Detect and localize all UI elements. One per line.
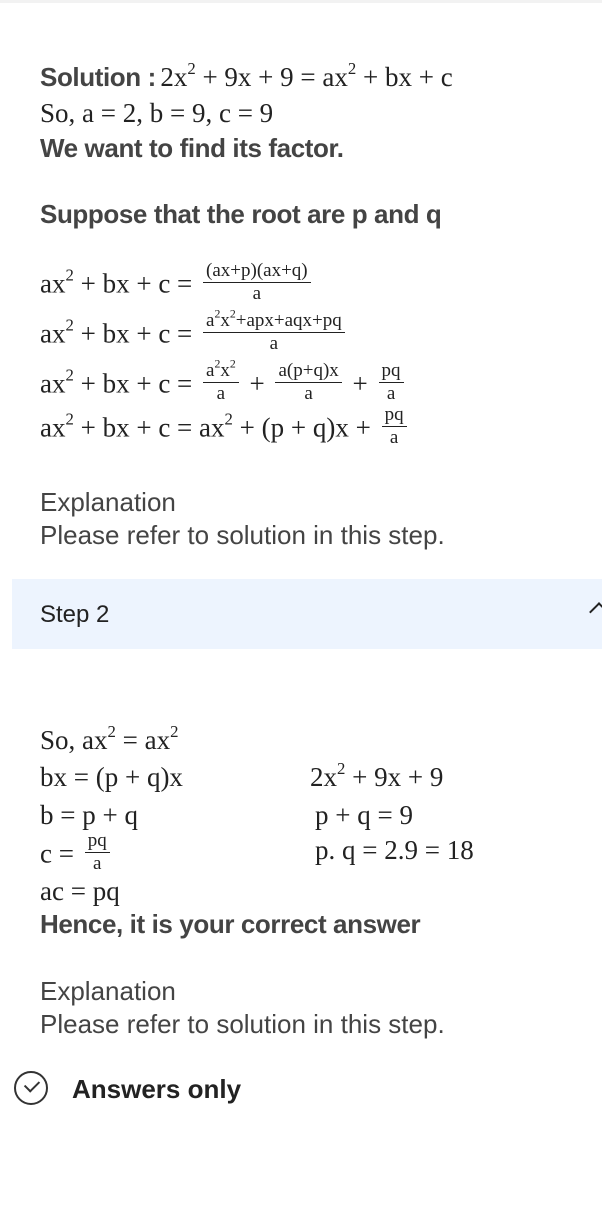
step-2-title: Step 2 — [40, 601, 110, 628]
step2-right-2: p + q = 9 — [315, 800, 413, 830]
equation-4: $ax^2$ + bx + $c = ax^2 + (p + q)x$ + $\frac{pq}{a}$ — [40, 408, 411, 453]
step2-line-3: b = p + q — [40, 800, 138, 830]
equation-1: $ax^2$ + bx + c = $\frac{(ax+p)(ax+q)}{a}$ — [40, 264, 315, 309]
fraction: $\frac{a^2x^2}{a}$ — [203, 360, 239, 405]
coefficients-line: So, a = 2, b = 9, c = 9 — [40, 98, 274, 128]
explanation-text-2: Please refer to solution in this step. — [40, 1009, 445, 1039]
step2-line-5: ac = pq — [40, 876, 120, 906]
chevron-up-icon[interactable] — [589, 602, 602, 622]
suppose-text: Suppose that the root are p and q — [40, 199, 442, 229]
step2-right-1: $2x^2 + 9x + 9$ — [310, 758, 444, 792]
fraction: $\frac{a(p+q)x}{a}$ — [275, 360, 341, 405]
explanation-title: Explanation — [40, 487, 176, 517]
check-icon — [24, 1076, 40, 1092]
explanation-text: Please refer to solution in this step. — [40, 520, 445, 550]
equation-3: $ax^2$ + bx + c = $\frac{a^2x^2}{a}$ + $\frac{a(p+q)x}{a}$ + $\frac{pq}{a}$ — [40, 364, 408, 409]
answers-only-label[interactable]: Answers only — [72, 1074, 242, 1104]
fraction: $\frac{pq}{a}$ — [85, 830, 110, 875]
hence-text: Hence, it is your correct answer — [40, 909, 421, 939]
fraction: $\frac{pq}{a}$ — [379, 360, 404, 405]
find-factor-text: We want to find its factor. — [40, 133, 344, 163]
solution-label: Solution : — [40, 62, 156, 92]
explanation-title-2: Explanation — [40, 976, 176, 1006]
solution-equation: $2x^2 + 9x + 9 = ax^2$ + bx + c — [160, 58, 453, 92]
check-circle-icon[interactable] — [14, 1071, 48, 1105]
solution-line — [40, 58, 453, 93]
step2-line-4: c = $\frac{pq}{a}$ — [40, 834, 114, 879]
top-divider — [0, 0, 602, 3]
equation-2: $ax^2$ + bx + c = $\frac{a^2x^2+apx+aqx+pq}{a}$ — [40, 314, 349, 359]
fraction: $\frac{pq}{a}$ — [382, 404, 407, 449]
fraction: $\frac{a^2x^2+apx+aqx+pq}{a}$ — [203, 310, 345, 355]
step2-line-1: So, $ax^2 = ax^2$ — [40, 721, 179, 755]
step2-right-3: p. q = 2.9 = 18 — [315, 835, 474, 865]
fraction: $\frac{(ax+p)(ax+q)}{a}$ — [203, 260, 311, 305]
step2-line-2: bx = (p + q)x — [40, 762, 183, 792]
step-2-header[interactable] — [12, 579, 602, 649]
